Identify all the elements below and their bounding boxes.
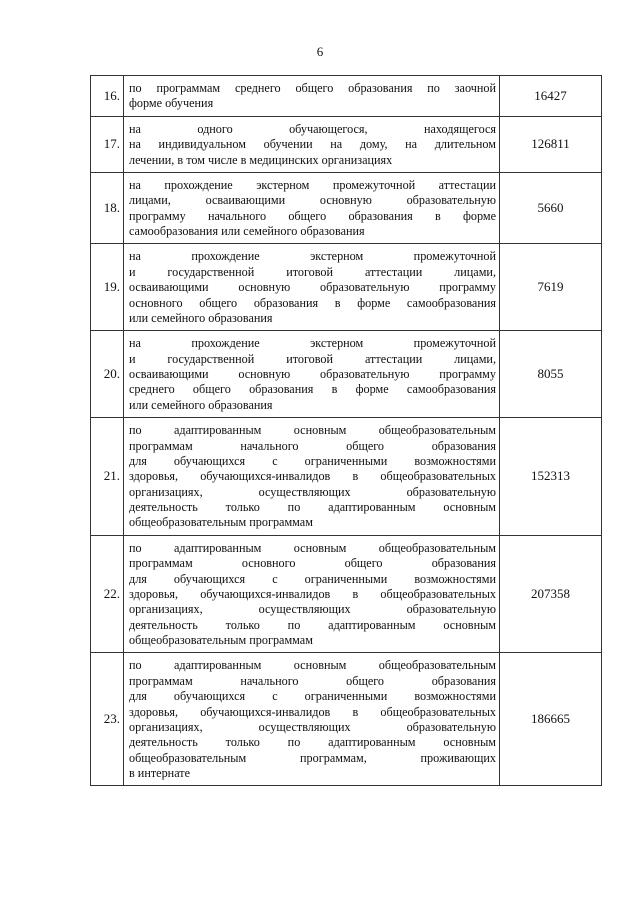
description-line: общеобразовательным программам, проживающих (129, 750, 496, 765)
row-value: 7619 (500, 244, 602, 331)
description-line: основного общего образования в форме самообразования (129, 295, 496, 310)
row-value: 207358 (500, 535, 602, 653)
description-line: деятельность только по адаптированным основным (129, 735, 496, 750)
row-description (124, 535, 500, 653)
table-row (91, 653, 602, 786)
description-line: общеобразовательным программам (129, 515, 313, 530)
table-row (91, 535, 602, 653)
row-value: 126811 (500, 116, 602, 172)
row-number: 22. (91, 535, 124, 653)
description-line: программам начального общего образования (129, 673, 496, 688)
row-number: 19. (91, 244, 124, 331)
description-line: или семейного образования (129, 397, 273, 412)
description-line: осваивающими основную образовательную программу (129, 280, 496, 295)
row-number: 23. (91, 653, 124, 786)
description-line: программу начального общего образования в форме (129, 208, 496, 223)
description-line: по адаптированным основным общеобразовательным (129, 423, 496, 438)
description-line: здоровья, обучающихся-инвалидов в общеобразовательных (129, 704, 496, 719)
row-description (124, 172, 500, 244)
description-line: лицами, осваивающими основную образовательную (129, 193, 496, 208)
table-body (91, 76, 602, 786)
description-line: программам начального общего образования (129, 438, 496, 453)
description-line: в интернате (129, 766, 191, 780)
page-number: 6 (316, 44, 324, 59)
row-number: 20. (91, 331, 124, 418)
table-row (91, 116, 602, 172)
description-line: деятельность только по адаптированным основным (129, 617, 496, 632)
table-row (91, 418, 602, 536)
description-line: на прохождение экстерном промежуточной (129, 249, 496, 264)
normatives-table (90, 75, 602, 786)
row-number: 18. (91, 172, 124, 244)
description-line: общеобразовательным программам (129, 633, 313, 647)
row-description (124, 331, 500, 418)
description-line: на индивидуальном обучении на дому, на длительном (129, 137, 496, 152)
description-line: лечении, в том числе в медицинских организациях (129, 152, 393, 167)
row-number: 16. (91, 76, 124, 117)
description-line: программам основного общего образования (129, 556, 496, 571)
row-value: 152313 (500, 418, 602, 536)
description-line: для обучающихся с ограниченными возможностями (129, 689, 496, 704)
row-number: 21. (91, 418, 124, 536)
description-line: на прохождение экстерном промежуточной (129, 336, 496, 351)
table-row (91, 76, 602, 117)
description-line: организациях, осуществляющих образовательную (129, 719, 496, 734)
description-line: по адаптированным основным общеобразовательным (129, 658, 496, 673)
description-line: здоровья, обучающихся-инвалидов в общеобразовательных (129, 586, 496, 601)
table-row (91, 172, 602, 244)
description-line: осваивающими основную образовательную программу (129, 367, 496, 381)
row-description (124, 76, 500, 117)
description-line: и государственной итоговой аттестации лицами, (129, 264, 496, 279)
description-line: для обучающихся с ограниченными возможностями (129, 453, 496, 468)
table-row (91, 244, 602, 331)
row-description (124, 116, 500, 172)
description-line: по адаптированным основным общеобразовательным (129, 540, 496, 555)
description-line: или семейного образования (129, 310, 273, 325)
description-line: здоровья, обучающихся-инвалидов в общеобразовательных (129, 469, 496, 484)
row-value: 16427 (500, 76, 602, 117)
row-number: 17. (91, 116, 124, 172)
description-line: деятельность только по адаптированным основным (129, 500, 496, 514)
row-value: 5660 (500, 172, 602, 244)
description-line: среднего общего образования в форме самообразования (129, 382, 496, 397)
description-line: на одного обучающегося, находящегося (129, 121, 496, 136)
description-line: самообразования или семейного образования (129, 224, 365, 238)
row-description (124, 244, 500, 331)
description-line: форме обучения (129, 96, 214, 111)
description-line: и государственной итоговой аттестации лицами, (129, 351, 496, 366)
description-line: на прохождение экстерном промежуточной аттестации (129, 177, 496, 192)
description-line: организациях, осуществляющих образовательную (129, 602, 496, 617)
row-value: 8055 (500, 331, 602, 418)
row-description (124, 418, 500, 536)
description-line: для обучающихся с ограниченными возможностями (129, 571, 496, 586)
table-row (91, 331, 602, 418)
description-line: по программам среднего общего образования по заочной (129, 81, 496, 95)
row-description (124, 653, 500, 786)
description-line: организациях, осуществляющих образовательную (129, 484, 496, 499)
row-value: 186665 (500, 653, 602, 786)
